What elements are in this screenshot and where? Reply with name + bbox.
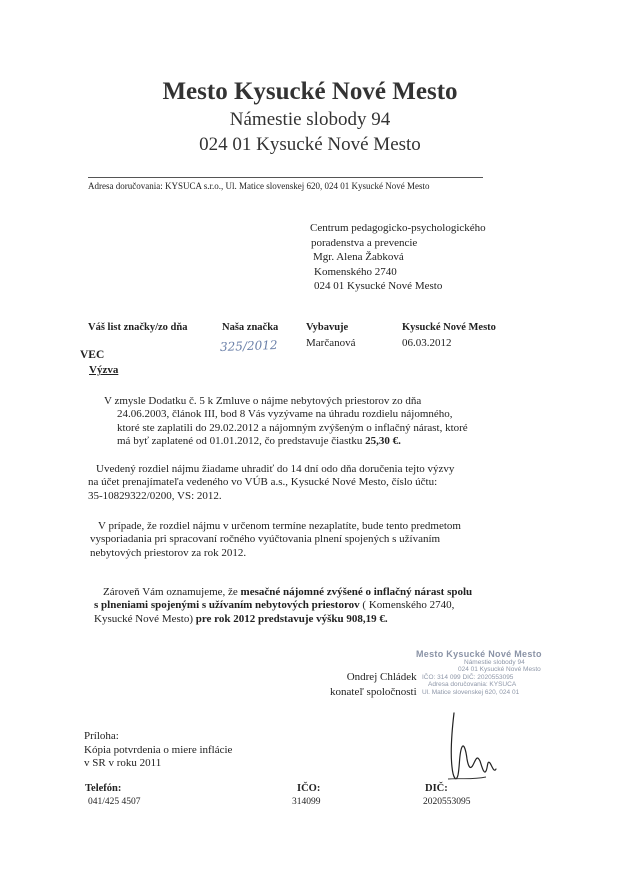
attachment-line: Kópia potvrdenia o miere inflácie	[84, 743, 233, 756]
stamp-line: Ul. Matice slovenskej 620, 024 01	[422, 688, 520, 696]
amount-difference: 25,30 €.	[365, 435, 401, 448]
company-stamp	[416, 651, 542, 697]
paragraph-3	[88, 520, 461, 560]
stamp-line: Námestie slobody 94	[464, 658, 525, 666]
paragraph-text: ( Komenského 2740,	[359, 599, 455, 612]
paragraph-line	[88, 613, 472, 626]
paragraph-1	[88, 395, 468, 449]
stamp-title: Mesto Kysucké Nové Mesto	[416, 649, 542, 659]
attachment-label: Príloha:	[84, 730, 119, 742]
handwritten-signature	[440, 705, 500, 790]
paragraph-line: V zmysle Dodatku č. 5 k Zmluve o nájme nebytových priestorov zo dňa	[104, 395, 422, 407]
amount-monthly-rent: pre rok 2012 predstavuje výšku 908,19 €.	[195, 612, 388, 625]
paragraph-line: nebytových priestorov za rok 2012.	[90, 546, 247, 559]
recipient-address	[310, 221, 486, 294]
dic-value: 2020553095	[423, 797, 471, 807]
handled-by-value: Marčanová	[306, 337, 356, 349]
phone-value: 041/425 4507	[88, 797, 141, 807]
signer-block	[330, 670, 417, 700]
paragraph-line: Uvedený rozdiel nájmu žiadame uhradiť do 14 dní odo dňa doručenia tejto výzvy	[96, 463, 455, 475]
letterhead-street: Námestie slobody 94	[229, 109, 391, 130]
letterhead-city: 024 01 Kysucké Nové Mesto	[199, 134, 421, 155]
phone-label: Telefón:	[85, 783, 122, 794]
paragraph-text: Zároveň Vám oznamujeme, že	[103, 586, 241, 598]
ico-label: IČO:	[297, 783, 321, 794]
paragraph-line	[88, 435, 468, 448]
dic-label: DIČ:	[425, 783, 448, 794]
paragraph-bold-text: mesačné nájomné zvýšené o inflačný nárast spolu	[240, 586, 473, 598]
signer-role: konateľ spoločnosti	[330, 686, 417, 698]
our-ref-label: Naša značka	[222, 322, 279, 333]
letterhead-divider	[88, 177, 483, 178]
letterhead-title: Mesto Kysucké Nové Mesto	[162, 78, 458, 105]
recipient-line: Centrum pedagogicko-psychologického	[310, 222, 486, 234]
stamp-line: 024 01 Kysucké Nové Mesto	[458, 666, 541, 674]
subject-value: Výzva	[89, 364, 119, 376]
paragraph-line: 24.06.2003, článok III, bod 8 Vás vyzývame na úhradu rozdielu nájomného,	[117, 408, 453, 421]
attachment-block	[84, 730, 232, 771]
recipient-line: 024 01 Kysucké Nové Mesto	[314, 280, 443, 293]
paragraph-line: ktoré ste zaplatili do 29.02.2012 a nájomným zvýšeným o inflačný nárast, ktoré	[117, 421, 468, 434]
paragraph-line: V prípade, že rozdiel nájmu v určenom termíne nezaplatíte, bude tento predmetom	[98, 520, 461, 532]
paragraph-4	[88, 586, 472, 626]
stamp-line: Adresa doručovania: KYSUCA	[428, 681, 517, 689]
attachment-line: v SR v roku 2011	[84, 757, 162, 769]
delivery-address: Adresa doručovania: KYSUCA s.r.o., Ul. Matice slovenskej 620, 024 01 Kysucké Nové Mesto	[88, 181, 430, 191]
paragraph-text: Kysucké Nové Mesto)	[94, 612, 196, 625]
signer-name: Ondrej Chládek	[346, 671, 417, 683]
paragraph-line: vysporiadania pri spracovaní ročného vyúčtovania plnení spojených s užívaním	[90, 533, 441, 546]
paragraph-line	[88, 599, 472, 612]
paragraph-line	[88, 586, 472, 599]
paragraph-line: 35-10829322/0200, VS: 2012.	[88, 489, 222, 502]
letter-date: 06.03.2012	[402, 337, 452, 349]
our-ref-handwritten: 325/2012	[219, 338, 278, 354]
stamp-line: IČO: 314 099 DIČ: 2020553095	[422, 673, 514, 681]
recipient-line: Mgr. Alena Žabková	[313, 251, 404, 264]
handled-by-label: Vybavuje	[306, 322, 349, 333]
paragraph-2	[88, 463, 454, 503]
ico-value: 314099	[292, 797, 321, 807]
paragraph-bold-text: s plneniami spojenými s užívaním nebytových priestorov	[94, 599, 360, 612]
place-label: Kysucké Nové Mesto	[402, 322, 496, 333]
recipient-line: poradenstva a prevencie	[311, 236, 418, 249]
recipient-line: Komenského 2740	[314, 265, 397, 278]
your-letter-label: Váš list značky/zo dňa	[88, 322, 188, 333]
subject-label: VEC	[80, 349, 105, 361]
paragraph-line: na účet prenajímateľa vedeného vo VÚB a.s., Kysucké Nové Mesto, číslo účtu:	[88, 476, 438, 489]
paragraph-text: má byť zaplatené od 01.01.2012, čo predstavuje čiastku	[117, 435, 366, 448]
